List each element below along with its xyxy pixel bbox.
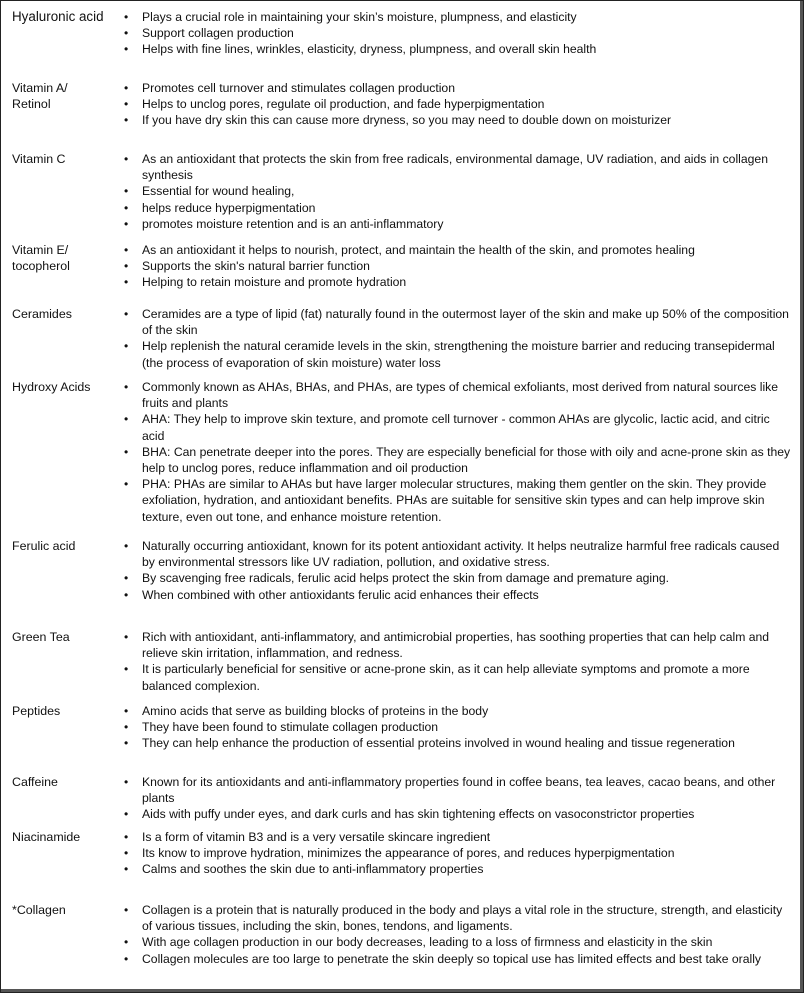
benefit-text: Is a form of vitamin B3 and is a very versatile skincare ingredient [142, 830, 491, 844]
benefit-item [124, 476, 792, 525]
benefit-item [124, 9, 792, 25]
ingredient-name: Green Tea [12, 630, 70, 644]
benefit-list [124, 829, 792, 878]
benefit-list [124, 80, 792, 129]
bullet-icon: • [124, 307, 129, 321]
benefit-item [124, 25, 792, 41]
benefit-item [124, 379, 792, 411]
bullet-icon: • [124, 630, 129, 644]
bullet-icon: • [124, 412, 129, 427]
benefit-text: Collagen molecules are too large to penetrate the skin deeply so topical use has limited effects and best take orally [142, 951, 761, 966]
benefit-text: Essential for wound healing, [142, 184, 295, 199]
ingredient-name: Niacinamide [12, 830, 81, 844]
benefit-list [124, 379, 792, 525]
benefit-list [124, 242, 792, 291]
bullet-icon: • [124, 720, 129, 735]
benefit-list [124, 629, 792, 694]
bullet-icon: • [124, 81, 129, 95]
benefit-item [124, 703, 792, 719]
bullet-icon: • [124, 736, 129, 751]
bullet-icon: • [124, 113, 129, 128]
benefit-item [124, 719, 792, 735]
bullet-icon: • [124, 662, 129, 677]
benefit-item [124, 80, 792, 96]
benefit-text: PHA: PHAs are similar to AHAs but have larger molecular structures, making them gentler on the skin. They provide exfoliation, hydration, and antioxidant benefits. PHAs are suitable for sensitive skin types and can help improve skin texture, even out tone, and enhance moisture retention. [142, 477, 767, 524]
bullet-icon: • [124, 10, 129, 24]
benefit-text: AHA: They help to improve skin texture, and promote cell turnover - common AHAs are glycolic, lactic acid, and citric acid [142, 412, 770, 443]
ingredient-name: Vitamin C [12, 152, 66, 166]
benefit-item [124, 735, 792, 751]
benefit-text: Helping to retain moisture and promote hydration [142, 275, 407, 290]
bullet-icon: • [124, 42, 129, 57]
benefit-text: If you have dry skin this can cause more dryness, so you may need to double down on moisturizer [142, 113, 672, 128]
benefit-text: Helps with fine lines, wrinkles, elasticity, dryness, plumpness, and overall skin health [142, 42, 597, 57]
benefit-text: Help replenish the natural ceramide levels in the skin, strengthening the moisture barrier and reducing transepidermal (the process of evaporation of skin moisture) water loss [142, 339, 775, 370]
bullet-icon: • [124, 380, 129, 394]
benefit-item [124, 411, 792, 443]
bullet-icon: • [124, 903, 129, 917]
ingredient-name: Hydroxy Acids [12, 380, 91, 394]
benefit-text: Aids with puffy under eyes, and dark curls and has skin tightening effects on vasoconstrictor properties [142, 807, 695, 822]
benefit-text: Helps to unclog pores, regulate oil production, and fade hyperpigmentation [142, 97, 545, 112]
benefit-text: By scavenging free radicals, ferulic acid helps protect the skin from damage and premature aging. [142, 571, 670, 586]
ingredient-name: Caffeine [12, 775, 58, 789]
benefit-item [124, 861, 792, 877]
ingredient-name: Hyaluronic acid [12, 9, 104, 24]
benefit-text: Commonly known as AHAs, BHAs, and PHAs, are types of chemical exfoliants, most derived from natural sources like fruits and plants [142, 380, 779, 411]
benefit-text: Ceramides are a type of lipid (fat) naturally found in the outermost layer of the skin and make up 50% of the composition of the skin [142, 307, 789, 338]
benefit-item [124, 41, 792, 57]
benefit-item [124, 274, 792, 290]
benefit-text: BHA: Can penetrate deeper into the pores. They are especially beneficial for those with oily and acne-prone skin as they help to unclog pores, reduce inflammation and oil production [142, 444, 791, 476]
benefit-item [124, 629, 792, 661]
bullet-icon: • [124, 26, 129, 41]
bullet-icon: • [124, 200, 129, 215]
bullet-icon: • [124, 97, 129, 112]
bullet-icon: • [124, 935, 129, 950]
bullet-icon: • [124, 275, 129, 290]
benefit-text: promotes moisture retention and is an anti-inflammatory [142, 216, 444, 231]
benefit-text: Its know to improve hydration, minimizes the appearance of pores, and reduces hyperpigmentation [142, 846, 675, 861]
benefit-item [124, 151, 792, 183]
benefit-item [124, 774, 792, 806]
benefit-text: When combined with other antioxidants ferulic acid enhances their effects [142, 587, 539, 602]
bullet-icon: • [124, 862, 129, 877]
bullet-icon: • [124, 704, 129, 718]
benefit-item [124, 242, 792, 258]
benefit-list [124, 774, 792, 823]
benefit-text: Plays a crucial role in maintaining your skin’s moisture, plumpness, and elasticity [142, 10, 577, 24]
benefit-list [124, 703, 792, 752]
bullet-icon: • [124, 184, 129, 199]
benefit-text: Supports the skin's natural barrier function [142, 259, 370, 274]
benefit-item [124, 902, 792, 934]
bullet-icon: • [124, 339, 129, 354]
bullet-icon: • [124, 807, 129, 822]
benefit-item [124, 951, 792, 967]
ingredient-name: *Collagen [12, 903, 66, 917]
benefit-text: They have been found to stimulate collagen production [142, 720, 439, 735]
benefit-item [124, 258, 792, 274]
ingredient-name: Ferulic acid [12, 539, 76, 553]
benefit-text: Collagen is a protein that is naturally produced in the body and plays a vital role in the structure, strength, and elasticity of various tissues, including the skin, bones, tendons, and ligaments. [142, 903, 783, 934]
benefit-list [124, 151, 792, 232]
benefit-item [124, 338, 792, 370]
benefit-item [124, 829, 792, 845]
benefit-text: Known for its antioxidants and anti-inflammatory properties found in coffee beans, tea leaves, cacao beans, and other plants [142, 775, 776, 806]
benefit-text: As an antioxidant that protects the skin from free radicals, environmental damage, UV radiation, and aids in collagen synthesis [142, 152, 768, 183]
benefit-text: Calms and soothes the skin due to anti-inflammatory properties [142, 862, 484, 877]
bullet-icon: • [124, 587, 129, 602]
ingredient-name: Ceramides [12, 307, 72, 321]
benefit-text: Naturally occurring antioxidant, known for its potent antioxidant activity. It helps neutralize harmful free radicals caused by environmental stressors like UV radiation, pollution, and oxidative stress. [142, 539, 780, 570]
bullet-icon: • [124, 539, 129, 553]
benefit-text: Rich with antioxidant, anti-inflammatory, and antimicrobial properties, has soothing properties that can help calm and relieve skin irritation, inflammation, and redness. [142, 630, 770, 661]
benefit-text: Promotes cell turnover and stimulates collagen production [142, 81, 455, 95]
benefit-text: With age collagen production in our body decreases, leading to a loss of firmness and elasticity in the skin [142, 935, 713, 950]
bullet-icon: • [124, 775, 129, 789]
benefit-list [124, 538, 792, 603]
benefit-text: It is particularly beneficial for sensitive or acne-prone skin, as it can help alleviate symptoms and promote a more balanced complexion. [142, 662, 750, 693]
benefit-item [124, 200, 792, 216]
ingredient-name: Vitamin A/ Retinol [12, 81, 68, 112]
benefit-item [124, 112, 792, 128]
benefit-text: helps reduce hyperpigmentation [142, 200, 316, 215]
bullet-icon: • [124, 846, 129, 861]
benefit-list [124, 306, 792, 371]
benefit-item [124, 806, 792, 822]
benefit-item [124, 216, 792, 232]
bullet-icon: • [124, 152, 129, 166]
bullet-icon: • [124, 444, 129, 459]
benefit-text: Support collagen production [142, 26, 294, 41]
bullet-icon: • [124, 571, 129, 586]
benefit-item [124, 934, 792, 950]
benefit-list [124, 9, 792, 58]
benefit-item [124, 845, 792, 861]
benefit-list [124, 902, 792, 967]
benefit-item [124, 96, 792, 112]
ingredient-name: Vitamin E/ tocopherol [12, 243, 70, 274]
bullet-icon: • [124, 477, 129, 492]
bullet-icon: • [124, 216, 129, 231]
ingredient-name: Peptides [12, 704, 61, 718]
benefit-item [124, 444, 792, 476]
benefit-item [124, 570, 792, 586]
bullet-icon: • [124, 951, 129, 966]
benefit-text: Amino acids that serve as building blocks of proteins in the body [142, 704, 489, 718]
bullet-icon: • [124, 830, 129, 844]
benefit-item [124, 306, 792, 338]
bullet-icon: • [124, 259, 129, 274]
benefit-item [124, 661, 792, 693]
benefit-item [124, 183, 792, 199]
benefit-text: They can help enhance the production of essential proteins involved in wound healing and tissue regeneration [142, 736, 735, 751]
benefit-text: As an antioxidant it helps to nourish, protect, and maintain the health of the skin, and promotes healing [142, 243, 695, 257]
bullet-icon: • [124, 243, 129, 257]
benefit-item [124, 538, 792, 570]
benefit-item [124, 587, 792, 603]
